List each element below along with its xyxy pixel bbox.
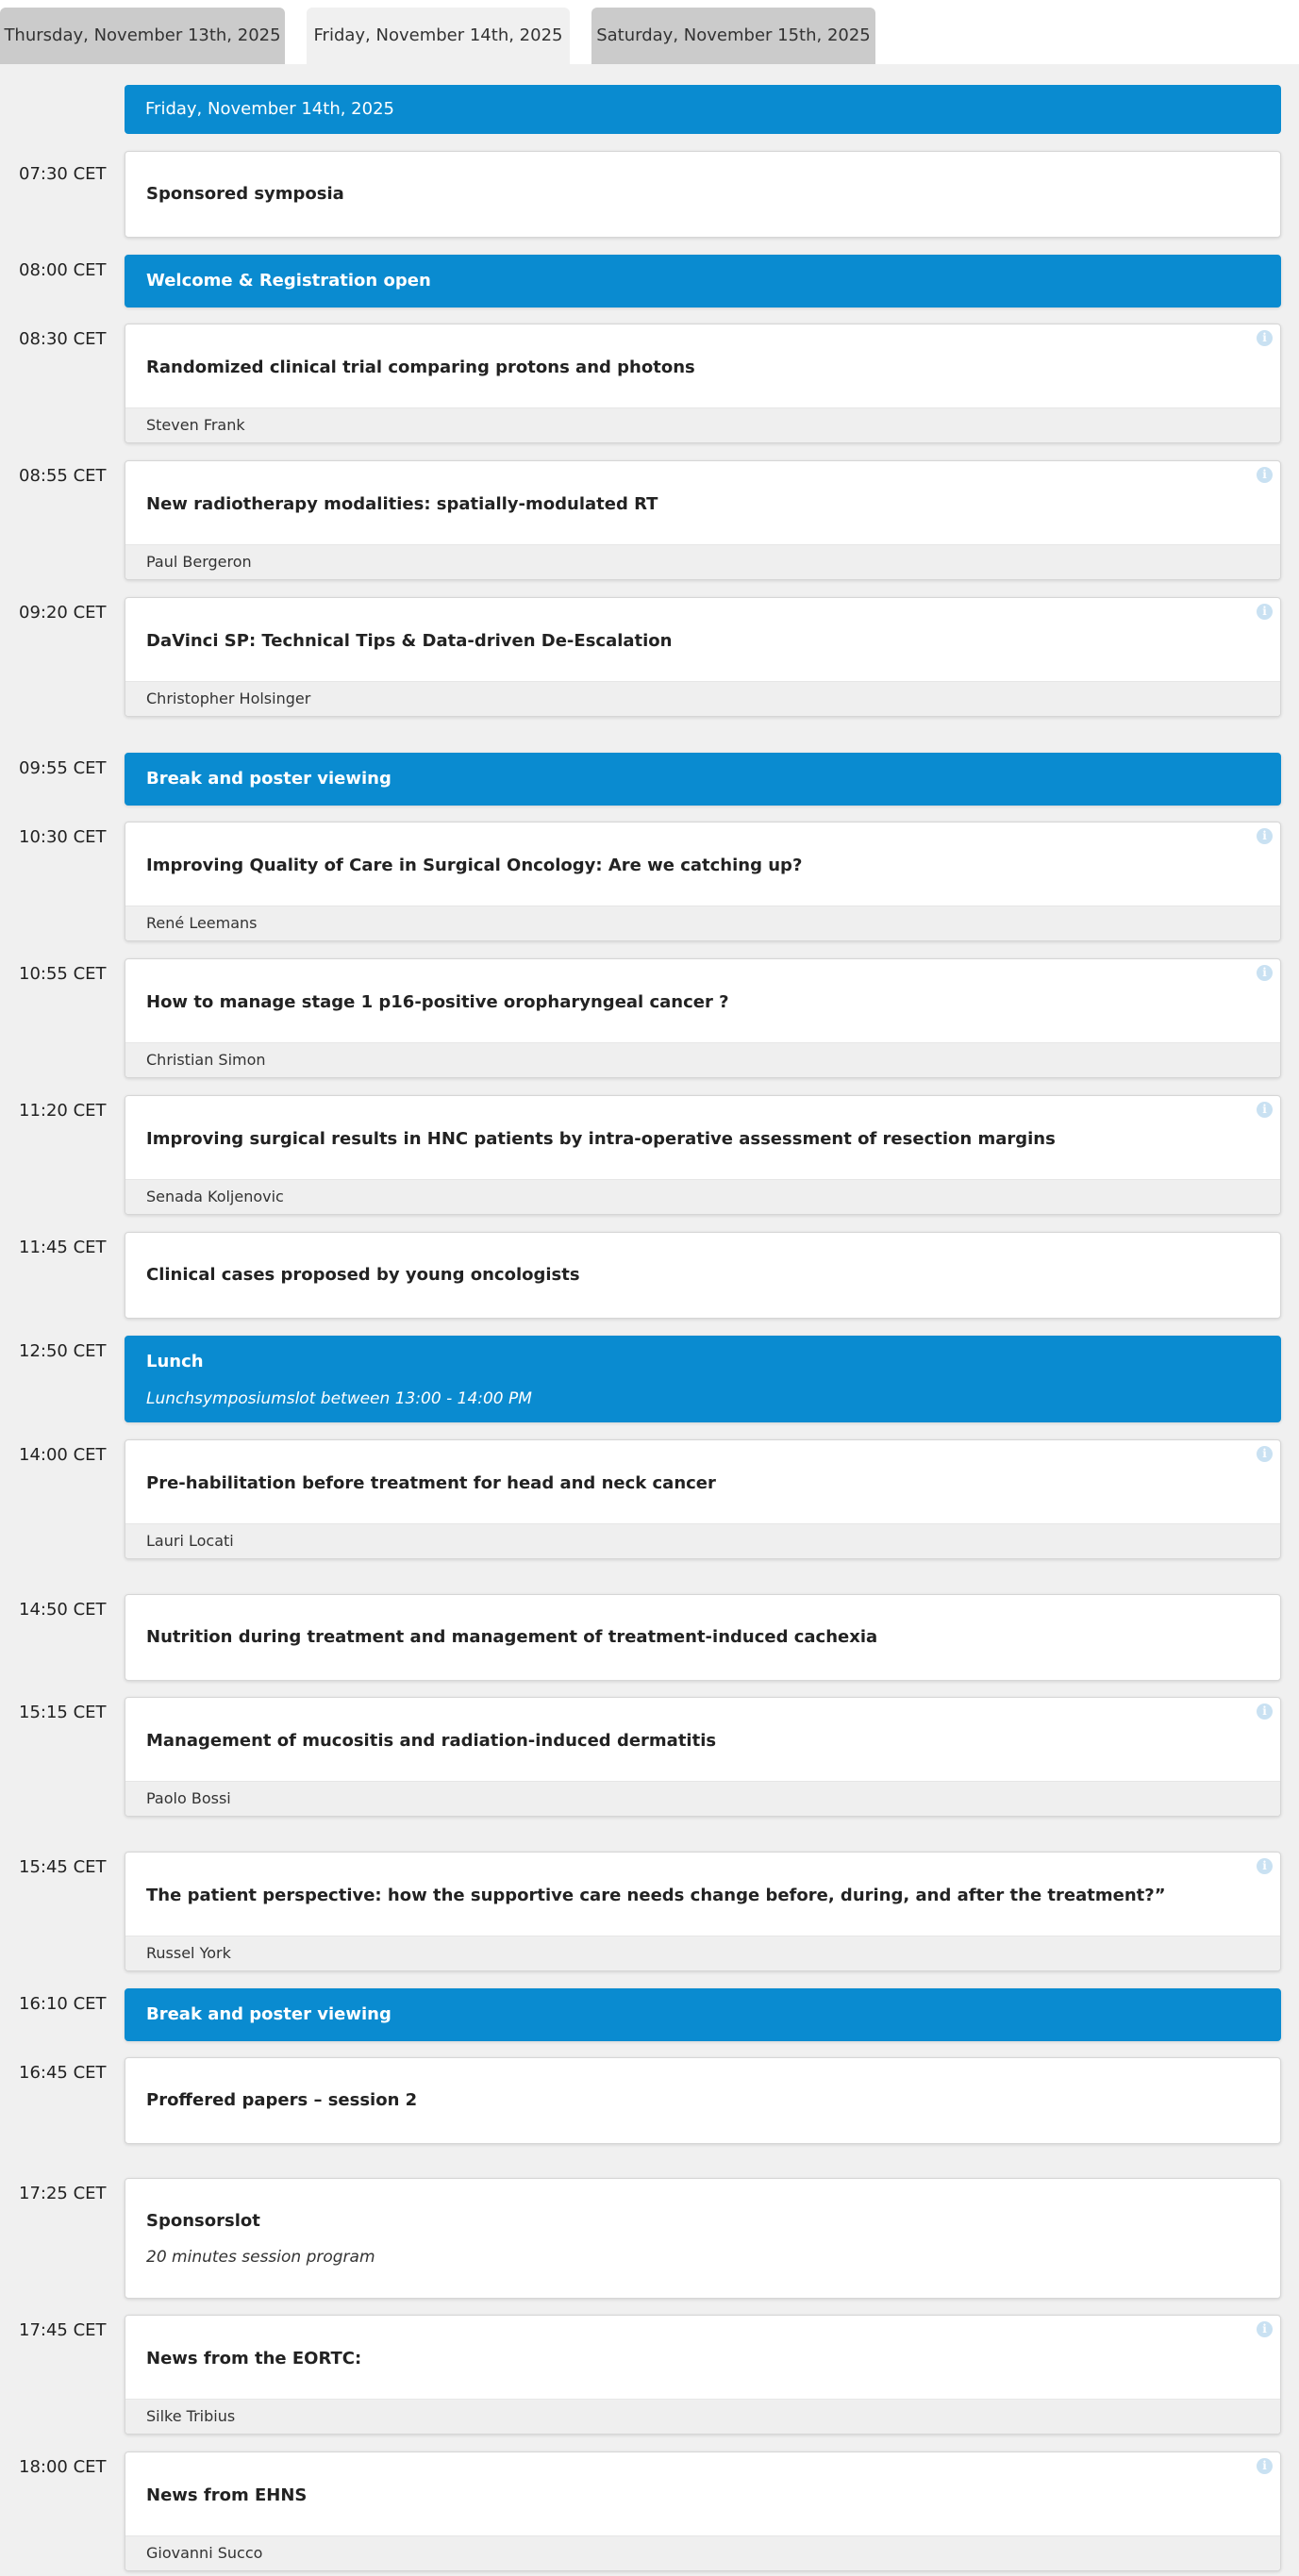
info-icon[interactable]: i [1257,467,1273,483]
session-title: Proffered papers – session 2 [146,2090,418,2110]
session-time: 15:15 CET [19,1703,107,1722]
session-time: 14:50 CET [19,1600,107,1620]
session-title: News from the EORTC: [146,2349,362,2368]
session-time: 07:30 CET [19,164,107,184]
speaker-bar [125,2535,1280,2570]
speaker-bar [125,407,1280,442]
session-card[interactable] [125,151,1281,238]
info-icon[interactable]: i [1257,330,1273,346]
info-icon[interactable]: i [1257,2321,1273,2337]
speaker-bar [125,1781,1280,1816]
session-title: Sponsored symposia [146,184,344,204]
session-title: The patient perspective: how the supportive care needs change before, during, and after the treatment?” [146,1886,1166,1905]
session-card[interactable] [125,822,1281,941]
session-card[interactable] [125,255,1281,307]
session-card[interactable] [125,1439,1281,1559]
session-time: 16:45 CET [19,2063,107,2083]
session-time: 08:55 CET [19,466,107,486]
tab-saturday[interactable]: Saturday, November 15th, 2025 [591,8,875,64]
speaker-name[interactable]: Christopher Holsinger [146,690,311,707]
session-title: News from EHNS [146,2485,308,2505]
day-header: Friday, November 14th, 2025 [125,85,1281,134]
session-time: 15:45 CET [19,1857,107,1877]
session-title: New radiotherapy modalities: spatially-modulated RT [146,494,658,514]
speaker-bar [125,906,1280,940]
session-time: 14:00 CET [19,1445,107,1465]
session-time: 18:00 CET [19,2457,107,2477]
session-card[interactable] [125,1852,1281,1971]
info-icon[interactable]: i [1257,828,1273,844]
session-subtitle: 20 minutes session program [146,2248,375,2267]
speaker-name[interactable]: Paolo Bossi [146,1789,231,1807]
session-card[interactable] [125,324,1281,443]
info-icon[interactable]: i [1257,604,1273,620]
session-title: How to manage stage 1 p16-positive oropharyngeal cancer ? [146,992,729,1012]
info-icon[interactable]: i [1257,1858,1273,1874]
session-time: 12:50 CET [19,1341,107,1361]
speaker-name[interactable]: Christian Simon [146,1051,266,1069]
speaker-name[interactable]: Steven Frank [146,416,245,434]
session-time: 08:00 CET [19,260,107,280]
session-card[interactable] [125,1336,1281,1422]
session-card[interactable] [125,1232,1281,1319]
tab-thursday[interactable]: Thursday, November 13th, 2025 [0,8,285,64]
session-card[interactable] [125,753,1281,806]
tab-friday[interactable]: Friday, November 14th, 2025 [307,8,570,64]
speaker-name[interactable]: René Leemans [146,914,258,932]
session-time: 08:30 CET [19,329,107,349]
session-title: Lunch [146,1352,204,1371]
session-title: Break and poster viewing [146,2004,391,2024]
speaker-bar [125,544,1280,579]
session-time: 17:45 CET [19,2320,107,2340]
session-title: Nutrition during treatment and management of treatment-induced cachexia [146,1627,878,1647]
session-time: 10:30 CET [19,827,107,847]
session-time: 09:55 CET [19,758,107,778]
session-title: Randomized clinical trial comparing protons and photons [146,357,695,377]
info-icon[interactable]: i [1257,2458,1273,2474]
speaker-bar [125,1936,1280,1970]
speaker-name[interactable]: Giovanni Succo [146,2544,263,2562]
session-card[interactable] [125,2451,1281,2571]
session-card[interactable] [125,1697,1281,1817]
speaker-bar [125,681,1280,716]
info-icon[interactable]: i [1257,965,1273,981]
session-card[interactable] [125,2315,1281,2435]
session-title: Improving surgical results in HNC patients by intra-operative assessment of resection margins [146,1129,1056,1149]
session-time: 16:10 CET [19,1994,107,2014]
session-card[interactable] [125,958,1281,1078]
session-time: 11:20 CET [19,1101,107,1121]
session-card[interactable] [125,1095,1281,1215]
info-icon[interactable]: i [1257,1703,1273,1720]
session-title: Clinical cases proposed by young oncologists [146,1265,580,1285]
info-icon[interactable]: i [1257,1102,1273,1118]
session-title: Welcome & Registration open [146,271,431,291]
speaker-name[interactable]: Lauri Locati [146,1532,234,1550]
session-time: 10:55 CET [19,964,107,984]
speaker-name[interactable]: Paul Bergeron [146,553,252,571]
session-card[interactable] [125,597,1281,717]
session-title: Management of mucositis and radiation-induced dermatitis [146,1731,717,1751]
speaker-name[interactable]: Russel York [146,1944,231,1962]
session-title: Break and poster viewing [146,769,391,789]
session-card[interactable] [125,2057,1281,2144]
speaker-bar [125,2399,1280,2434]
speaker-name[interactable]: Senada Koljenovic [146,1188,284,1205]
session-card[interactable] [125,1594,1281,1681]
speaker-bar [125,1042,1280,1077]
session-subtitle: Lunchsymposiumslot between 13:00 - 14:00 PM [146,1389,532,1408]
session-time: 09:20 CET [19,603,107,623]
day-tabs [0,0,1299,64]
session-time: 17:25 CET [19,2184,107,2203]
session-card[interactable] [125,1988,1281,2041]
session-title: Sponsorslot [146,2211,260,2231]
session-title: Pre-habilitation before treatment for head and neck cancer [146,1473,716,1493]
info-icon[interactable]: i [1257,1446,1273,1462]
speaker-name[interactable]: Silke Tribius [146,2407,236,2425]
speaker-bar [125,1179,1280,1214]
session-title: Improving Quality of Care in Surgical Oncology: Are we catching up? [146,856,803,875]
session-card[interactable] [125,2178,1281,2299]
speaker-bar [125,1523,1280,1558]
session-time: 11:45 CET [19,1238,107,1257]
session-card[interactable] [125,460,1281,580]
session-title: DaVinci SP: Technical Tips & Data-driven De-Escalation [146,631,673,651]
